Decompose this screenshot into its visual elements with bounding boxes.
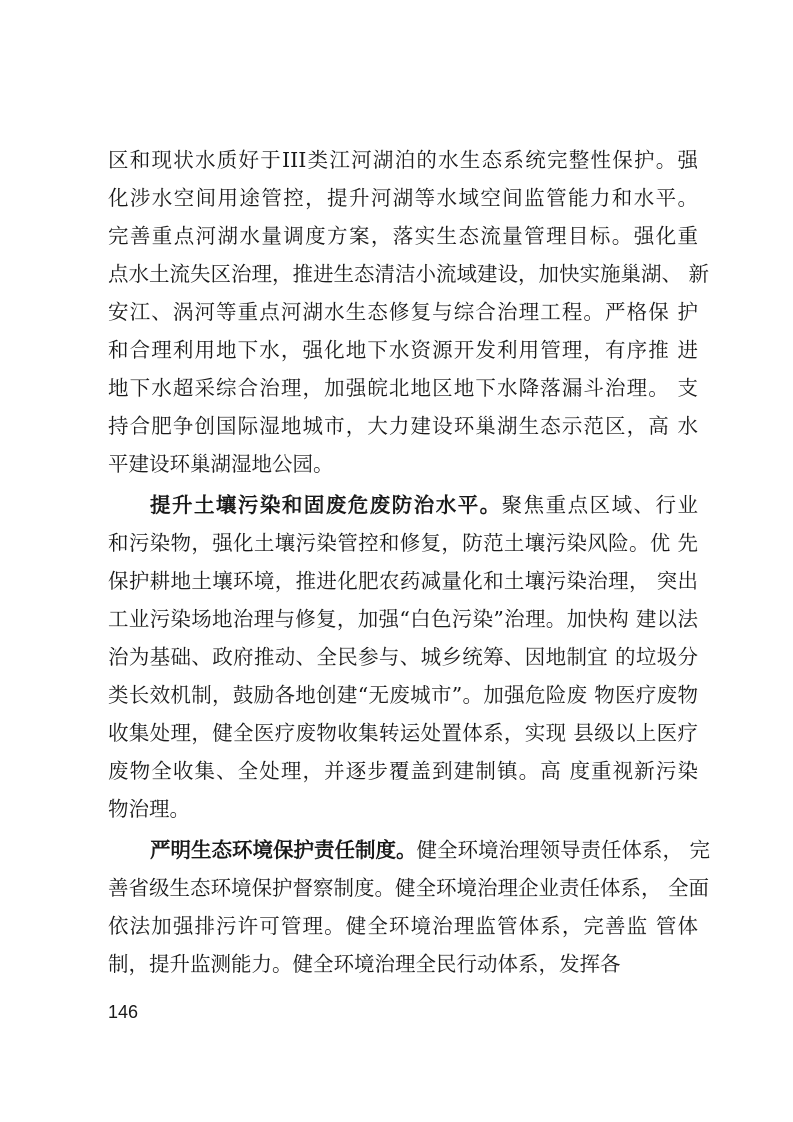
body-text: 聚焦重点区域、行业 bbox=[501, 493, 699, 517]
body-text-line: 收集处理，健全医疗废物收集转运处置体系，实现 县级以上医疗 bbox=[108, 721, 698, 745]
body-text-line: 类长效机制，鼓励各地创建“无废城市”。加强危险废 物医疗废物 bbox=[108, 683, 698, 707]
body-text-line: 善省级生态环境保护督察制度。健全环境治理企业责任体系， 全面 bbox=[108, 876, 710, 900]
body-text-line: 工业污染场地治理与修复，加强“白色污染”治理。加快构 建以法 bbox=[108, 607, 698, 631]
body-text-line: 安江、涡河等重点河湖水生态修复与综合治理工程。严格保 护 bbox=[108, 300, 698, 324]
body-text-line: 平建设环巢湖湿地公园。 bbox=[108, 452, 334, 476]
paragraph-first-line bbox=[150, 487, 698, 523]
body-text-line: 和污染物，强化土壤污染管控和修复，防范土壤污染风险。优 先 bbox=[108, 531, 698, 555]
body-text-line: 治为基础、政府推动、全民参与、城乡统筹、因地制宜 的垃圾分 bbox=[108, 645, 698, 669]
paragraph-first-line bbox=[150, 832, 711, 868]
body-text-line: 区和现状水质好于III类江河湖泊的水生态系统完整性保护。强 bbox=[108, 148, 698, 172]
body-text: 健全环境治理领导责任体系， 完 bbox=[416, 838, 711, 862]
body-text-line: 废物全收集、全处理，并逐步覆盖到建制镇。高 度重视新污染 bbox=[108, 759, 698, 783]
body-text-line: 和合理利用地下水，强化地下水资源开发利用管理，有序推 进 bbox=[108, 338, 698, 362]
body-text-line: 制，提升监测能力。健全环境治理全民行动体系，发挥各 bbox=[108, 952, 621, 976]
body-text-line: 点水土流失区治理，推进生态清洁小流域建设，加快实施巢湖、 新 bbox=[108, 262, 710, 286]
body-text-line: 地下水超采综合治理，加强皖北地区地下水降落漏斗治理。 支 bbox=[108, 376, 698, 400]
body-text-line: 完善重点河湖水量调度方案，落实生态流量管理目标。强化重 bbox=[108, 224, 698, 248]
body-text-line: 化涉水空间用途管控，提升河湖等水域空间监管能力和水平。 bbox=[108, 186, 698, 210]
body-text-line: 物治理。 bbox=[108, 797, 190, 821]
page-number: 146 bbox=[108, 1002, 139, 1022]
body-text-line: 保护耕地土壤环境，推进化肥农药减量化和土壤污染治理， 突出 bbox=[108, 569, 698, 593]
body-text-line: 依法加强排污许可管理。健全环境治理监管体系，完善监 管体 bbox=[108, 914, 698, 938]
paragraph-heading: 严明生态环境保护责任制度。 bbox=[150, 838, 417, 862]
paragraph-heading: 提升土壤污染和固废危废防治水平。 bbox=[150, 493, 502, 517]
body-text-line: 持合肥争创国际湿地城市，大力建设环巢湖生态示范区，高 水 bbox=[108, 414, 698, 438]
